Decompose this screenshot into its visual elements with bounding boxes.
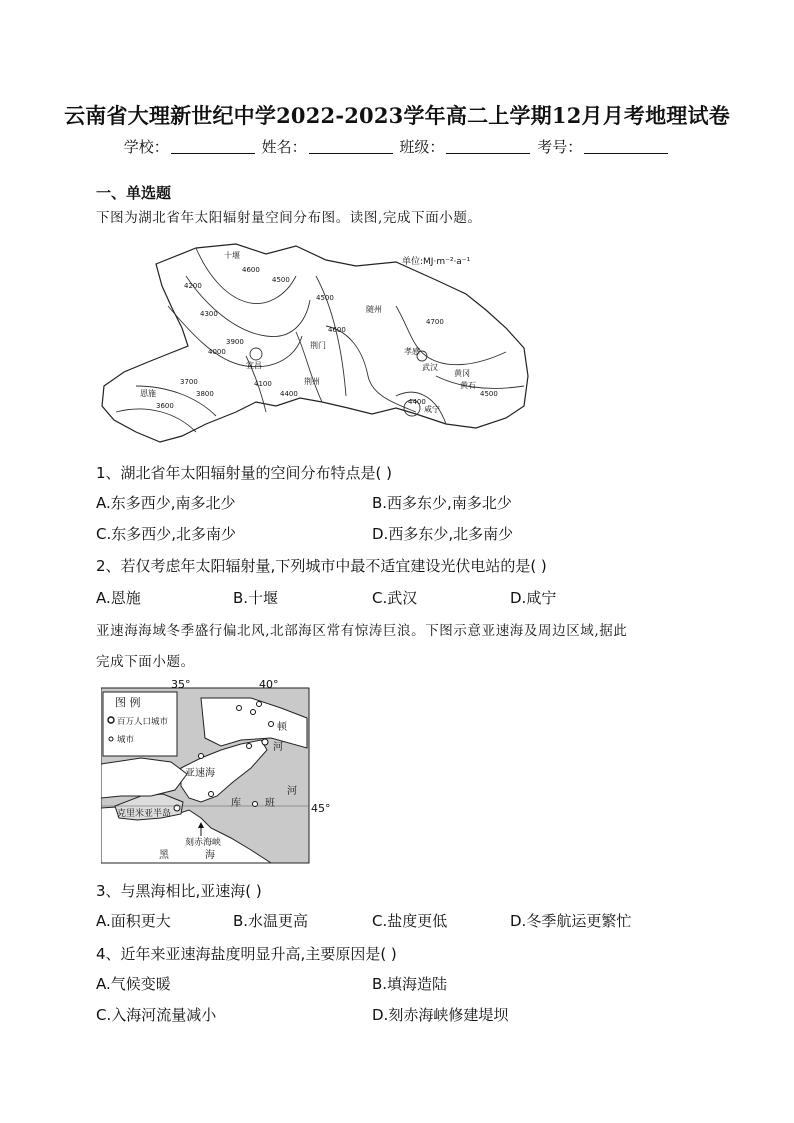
unit-label: 单位:MJ·m⁻²·a⁻¹ [402, 257, 471, 267]
big-city-icon [108, 717, 114, 723]
label-kerch-strait: 刻赤海峡 [185, 838, 222, 848]
city-jingmen: 荆门 [310, 341, 326, 350]
contour-label: 4500 [480, 390, 498, 398]
label-kuban-2: 班 [265, 798, 275, 809]
city-xiaogan: 孝感 [404, 347, 420, 356]
class-blank[interactable] [446, 139, 530, 154]
q4-option-c[interactable]: C.入海河流量减小 [96, 1006, 217, 1024]
label-black-sea-2: 海 [205, 850, 215, 861]
name-blank[interactable] [309, 139, 393, 154]
question-1: 1、湖北省年太阳辐射量的空间分布特点是( ) [96, 464, 393, 482]
contour-label: 3900 [226, 338, 244, 346]
label-kuban-3: 河 [287, 786, 297, 797]
q1-option-a[interactable]: A.东多西少,南多北少 [96, 494, 236, 512]
longitude-35: 35° [171, 678, 191, 691]
city-icon [109, 737, 113, 741]
q4-option-a[interactable]: A.气候变暖 [96, 975, 171, 993]
q1-option-c[interactable]: C.东多西少,北多南少 [96, 525, 237, 543]
contour-label: 3600 [156, 402, 174, 410]
q2-option-c[interactable]: C.武汉 [372, 589, 418, 607]
city-jingzhou: 荆州 [304, 377, 320, 386]
q2-option-a[interactable]: A.恩施 [96, 589, 141, 607]
section-heading: 一、单选题 [96, 184, 172, 202]
label-kuban-1: 库 [231, 798, 241, 809]
q3-option-d[interactable]: D.冬季航运更繁忙 [510, 912, 632, 930]
contour-label: 4400 [280, 390, 298, 398]
label-don-1: 顿 [277, 722, 287, 733]
label-black-sea-1: 黑 [159, 850, 169, 861]
legend-big-city: 百万人口城市 [117, 717, 169, 727]
number-blank[interactable] [584, 139, 668, 154]
city-enshi: 恩施 [140, 389, 156, 398]
contour-label: 4700 [426, 318, 444, 326]
contour-label: 4100 [254, 380, 272, 388]
contour-label: 4000 [208, 348, 226, 356]
label-azov-sea: 亚速海 [185, 768, 215, 779]
contour-label: 4600 [328, 326, 346, 334]
longitude-40: 40° [259, 678, 279, 691]
label-crimea: 克里米亚半岛 [117, 809, 172, 819]
contour-label: 4400 [408, 398, 426, 406]
school-label: 学校： [123, 138, 169, 156]
label-don-2: 河 [273, 742, 283, 753]
question-2: 2、若仅考虑年太阳辐射量,下列城市中最不适宜建设光伏电站的是( ) [96, 557, 547, 575]
student-info-line [0, 136, 794, 157]
city-yichang: 宜昌 [246, 361, 262, 370]
contour-label: 3700 [180, 378, 198, 386]
city-xianning: 咸宁 [424, 405, 440, 414]
azov-sea-map [101, 678, 333, 865]
legend-city: 城市 [117, 735, 135, 745]
name-label: 姓名： [261, 138, 307, 156]
q3-option-c[interactable]: C.盐度更低 [372, 912, 448, 930]
intro-azov-line2: 完成下面小题。 [96, 654, 195, 670]
q3-option-a[interactable]: A.面积更大 [96, 912, 171, 930]
legend-title: 图 例 [115, 696, 141, 709]
question-3: 3、与黑海相比,亚速海( ) [96, 882, 262, 900]
intro-azov-line1: 亚速海海域冬季盛行偏北风,北部海区常有惊涛巨浪。下图示意亚速海及周边区域,据此 [96, 623, 628, 639]
question-4: 4、近年来亚速海盐度明显升高,主要原因是( ) [96, 945, 397, 963]
contour-label: 4500 [316, 294, 334, 302]
contour-label: 4300 [200, 310, 218, 318]
class-label: 班级： [399, 138, 445, 156]
q4-option-b[interactable]: B.填海造陆 [372, 975, 448, 993]
city-suizhou: 随州 [366, 305, 382, 314]
contour-label: 3800 [196, 390, 214, 398]
q1-option-b[interactable]: B.西多东少,南多北少 [372, 494, 512, 512]
intro-hubei: 下图为湖北省年太阳辐射量空间分布图。读图,完成下面小题。 [96, 210, 482, 226]
q2-option-d[interactable]: D.咸宁 [510, 589, 557, 607]
number-label: 考号： [537, 138, 583, 156]
city-huanggang: 黄冈 [454, 369, 470, 378]
q1-option-d[interactable]: D.西多东少,北多南少 [372, 525, 514, 543]
city-wuhan: 武汉 [422, 363, 438, 372]
contour-label: 4600 [242, 266, 260, 274]
q3-option-b[interactable]: B.水温更高 [233, 912, 309, 930]
city-shiyan: 十堰 [224, 251, 240, 260]
q2-option-b[interactable]: B.十堰 [233, 589, 279, 607]
q4-option-d[interactable]: D.刻赤海峡修建堤坝 [372, 1006, 509, 1024]
school-blank[interactable] [171, 139, 255, 154]
contour-label: 4500 [272, 276, 290, 284]
city-huangshi: 黄石 [460, 381, 476, 390]
latitude-45: 45° [311, 802, 331, 815]
contour-label: 4200 [184, 282, 202, 290]
page-title: 云南省大理新世纪中学2022-2023学年高二上学期12月月考地理试卷 [64, 103, 730, 128]
hubei-radiation-map [96, 236, 532, 446]
